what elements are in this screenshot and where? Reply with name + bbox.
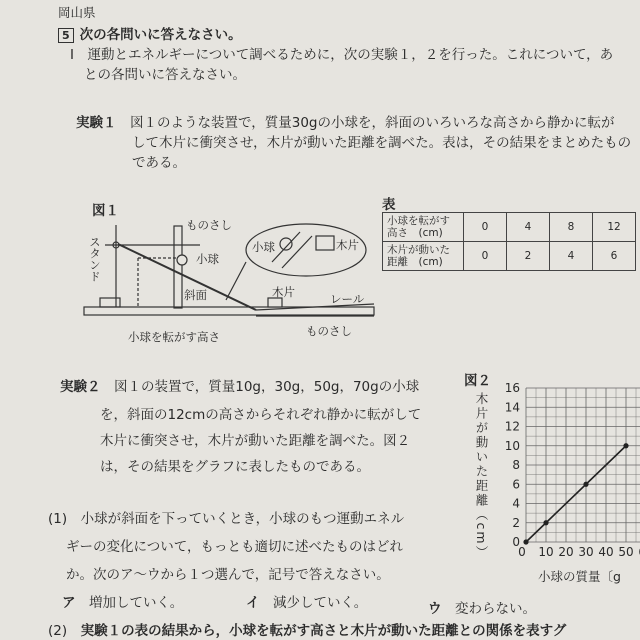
data-point bbox=[623, 443, 628, 448]
row1-cell: 8 bbox=[550, 213, 593, 242]
x-tick-label: 20 bbox=[558, 545, 574, 559]
label-wood: 木片 bbox=[272, 285, 295, 299]
y-tick-label: 2 bbox=[512, 515, 520, 530]
y-tick-label: 14 bbox=[504, 400, 520, 415]
experiment2-line3: 木片に衝突させ，木片が動いた距離を調べた。図２ bbox=[100, 433, 411, 449]
part1-line2: との各問いに答えなさい。 bbox=[84, 67, 246, 83]
option-text: 変わらない。 bbox=[455, 601, 536, 617]
label-inset-ball: 小球 bbox=[252, 240, 275, 254]
row2-cell: 2 bbox=[507, 242, 550, 271]
table-title: 表 bbox=[382, 197, 396, 213]
y-tick-label: 8 bbox=[512, 458, 520, 472]
label-ball: 小球 bbox=[196, 252, 219, 266]
label-height: 小球を転がす高さ bbox=[128, 330, 220, 344]
row1-cell: 0 bbox=[464, 213, 507, 242]
q1-line2: ギーの変化について，もっとも適切に述べたものはどれ bbox=[66, 539, 403, 555]
experiment2-line4: は，その結果をグラフに表したものである。 bbox=[100, 459, 370, 475]
y-tick-label: 4 bbox=[512, 496, 520, 511]
option-mark: ウ bbox=[428, 601, 442, 617]
data-point bbox=[523, 539, 528, 544]
option-mark: ア bbox=[62, 595, 76, 611]
experiment1-line3: である。 bbox=[132, 155, 186, 171]
row2-cell: 4 bbox=[550, 242, 593, 271]
q1-line1 bbox=[48, 510, 404, 528]
q1-text1: 小球が斜面を下っていくとき，小球のもつ運動エネル bbox=[80, 511, 405, 527]
x-tick-label: 10 bbox=[538, 545, 554, 559]
option-text: 増加していく。 bbox=[89, 595, 184, 611]
option-mark: イ bbox=[246, 595, 260, 611]
label-slope: 斜面 bbox=[184, 288, 207, 302]
prefecture-label: 岡山県 bbox=[58, 5, 96, 20]
data-point bbox=[583, 482, 588, 487]
y-tick-label: 0 bbox=[512, 535, 520, 549]
q1-option-i bbox=[246, 594, 367, 612]
q1-option-a bbox=[62, 594, 183, 612]
label-inset-wood: 木片 bbox=[336, 238, 359, 252]
part1-line1: Ⅰ 運動とエネルギーについて調べるために，次の実験１，２を行った。これについて，あ bbox=[70, 47, 614, 63]
data-point bbox=[543, 520, 548, 525]
figure2-xlabel: 小球の質量〔g bbox=[538, 569, 621, 584]
q2-line1 bbox=[48, 622, 566, 640]
y-tick-label: 12 bbox=[504, 419, 520, 434]
experiment1-line2: して木片に衝突させ，木片が動いた距離を調べた。表は，その結果をまとめたもの bbox=[132, 135, 632, 151]
q2-text1: 実験１の表の結果から，小球を転がす高さと木片が動いた距離との関係を表すグ bbox=[80, 623, 567, 639]
y-tick-label: 6 bbox=[512, 477, 520, 492]
y-tick-label: 16 bbox=[504, 381, 520, 395]
experiment2-label: 実験２ bbox=[60, 379, 101, 395]
label-rail: レール bbox=[330, 292, 365, 306]
row2-cell: 0 bbox=[464, 242, 507, 271]
label-stand: スタンド bbox=[88, 236, 102, 282]
x-tick-label: 30 bbox=[578, 545, 594, 559]
row2-cell: 6 bbox=[593, 242, 636, 271]
q2-number: (2) bbox=[48, 623, 68, 639]
experiment1-label: 実験１ bbox=[76, 115, 117, 131]
q1-option-u bbox=[428, 600, 536, 618]
y-tick-label: 10 bbox=[504, 438, 520, 453]
q1-line3: か。次のア～ウから１つ選んで，記号で答えなさい。 bbox=[66, 567, 390, 583]
experiment1-text1: 図１のような装置で，質量30gの小球を，斜面のいろいろな高さから静かに転が bbox=[130, 115, 615, 131]
option-text: 減少していく。 bbox=[273, 595, 368, 611]
x-tick-label: 50 bbox=[618, 545, 634, 559]
x-tick-label: 40 bbox=[598, 545, 614, 559]
q1-number: (1) bbox=[48, 511, 68, 527]
row1-header: 小球を転がす高さ (cm) bbox=[383, 213, 464, 242]
figure2-ylabel: 木片が動いた距離（cm） bbox=[474, 392, 489, 561]
experiment2-line2: を，斜面の12cmの高さからそれぞれ静かに転がして bbox=[100, 407, 422, 423]
label-ruler-bottom: ものさし bbox=[306, 324, 352, 338]
row1-cell: 4 bbox=[507, 213, 550, 242]
label-ruler-top: ものさし bbox=[186, 218, 232, 232]
figure1-title: 図１ bbox=[92, 203, 119, 219]
x-origin-label: 0 bbox=[518, 545, 526, 559]
question-title-text: 次の各問いに答えなさい。 bbox=[79, 27, 242, 43]
row1-cell: 12 bbox=[593, 213, 636, 242]
row2-header: 木片が動いた距離 (cm) bbox=[383, 242, 464, 271]
question-number: 5 bbox=[58, 28, 74, 43]
experiment2-text1: 図１の装置で，質量10g，30g，50g，70gの小球 bbox=[114, 379, 420, 395]
figure2-title: 図２ bbox=[464, 373, 491, 389]
